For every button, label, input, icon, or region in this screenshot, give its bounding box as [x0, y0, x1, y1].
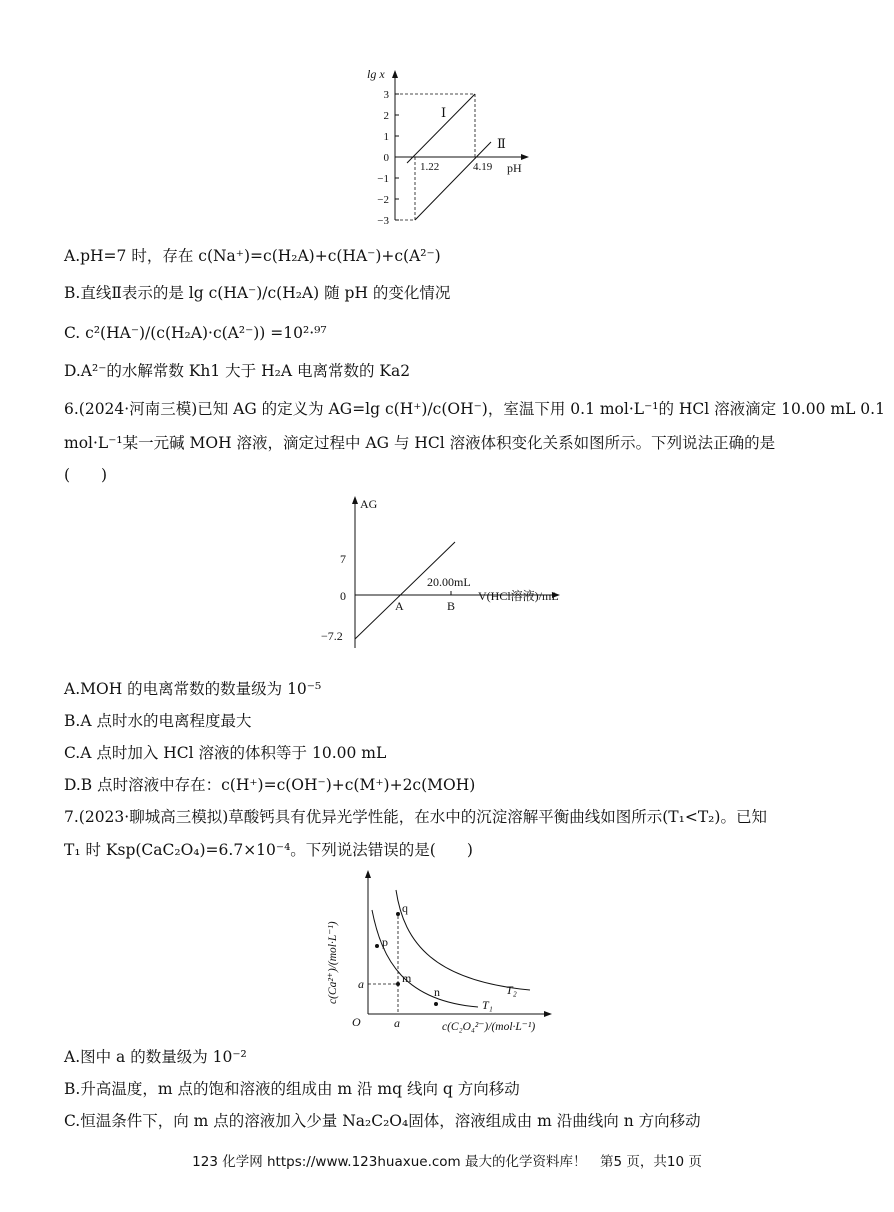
fig1-xlabel: pH [507, 161, 522, 175]
q6-stem-3: ( ) [64, 466, 108, 484]
fig3-point-n [434, 1002, 438, 1006]
q6-option-d: D.B 点时溶液中存在：c(H⁺)=c(OH⁻)+c(M⁺)+2c(MOH) [64, 776, 476, 794]
fig1-x-1: 1.22 [420, 161, 440, 173]
fig2-point-b: B [447, 599, 456, 613]
figure-solubility-curves [320, 866, 560, 1038]
fig1-ytick: −2 [377, 194, 389, 206]
q5-option-d: D.A²⁻的水解常数 Kh1 大于 H₂A 电离常数的 Ka2 [64, 362, 411, 380]
q7-stem-2: T₁ 时 Ksp(CaC₂O₄)=6.7×10⁻⁴。下列说法错误的是( ) [64, 841, 473, 859]
fig3-a-x: a [394, 1016, 400, 1030]
fig3-label-t2: T₂ [506, 983, 517, 997]
q5-option-a: A.pH=7 时，存在 c(Na⁺)=c(H₂A)+c(HA⁻)+c(A²⁻) [64, 247, 441, 265]
q6-option-c: C.A 点时加入 HCl 溶液的体积等于 10.00 mL [64, 744, 387, 762]
fig3-point-m [396, 982, 400, 986]
fig1-ytick: 0 [383, 152, 389, 164]
fig1-ylabel: lg x [367, 67, 385, 81]
q7-option-c: C.恒温条件下，向 m 点的溶液加入少量 Na₂C₂O₄固体，溶液组成由 m 沿曲线向 n 方向移动 [64, 1112, 701, 1130]
fig2-xlabel: V(HCl溶液)/mL [478, 589, 559, 603]
fig2-ylabel: AG [360, 497, 378, 511]
fig3-point-p [375, 944, 379, 948]
figure-ag-volume [310, 488, 590, 658]
fig1-ytick: 2 [383, 110, 389, 122]
fig3-label-t1: T₁ [482, 998, 493, 1012]
fig1-ytick: −1 [377, 173, 389, 185]
fig3-label-q: q [402, 901, 408, 915]
fig2-y0: 0 [340, 589, 346, 603]
fig3-label-m: m [402, 971, 412, 985]
fig3-curve-t1 [372, 910, 478, 1007]
q6-stem-2: mol·L⁻¹某一元碱 MOH 溶液，滴定过程中 AG 与 HCl 溶液体积变化关系如图所示。下列说法正确的是 [64, 434, 776, 452]
fig2-yneg: −7.2 [321, 629, 343, 643]
q7-option-b: B.升高温度，m 点的饱和溶液的组成由 m 沿 mq 线向 q 方向移动 [64, 1080, 520, 1098]
q5-option-b: B.直线Ⅱ表示的是 lg c(HA⁻)/c(H₂A) 随 pH 的变化情况 [64, 284, 451, 302]
fig1-ytick: 3 [383, 89, 389, 101]
fig3-ylabel: c(Ca²⁺)/(mol·L⁻¹) [327, 921, 339, 1004]
fig2-y7: 7 [340, 552, 346, 566]
page-footer: 123 化学网 https://www.123huaxue.com 最大的化学资料库！ 第5 页，共10 页 [192, 1154, 702, 1170]
fig3-a-y: a [358, 977, 364, 991]
q6-option-b: B.A 点时水的电离程度最大 [64, 712, 252, 730]
q6-stem-1: 6.(2024·河南三模)已知 AG 的定义为 AG=lg c(H⁺)/c(OH⁻)，室温下用 0.1 mol·L⁻¹的 HCl 溶液滴定 10.00 mL 0.1 [64, 400, 885, 418]
fig2-volume: 20.00mL [427, 575, 471, 589]
fig2-point-a: A [395, 599, 404, 613]
q6-option-a: A.MOH 的电离常数的数量级为 10⁻⁵ [64, 680, 322, 698]
fig2-line [355, 542, 455, 639]
q7-option-a: A.图中 a 的数量级为 10⁻² [64, 1048, 247, 1066]
fig3-label-n: n [434, 985, 440, 999]
fig3-curve-t2 [396, 890, 530, 990]
fig3-label-p: p [382, 935, 388, 949]
fig3-xlabel: c(C₂O₄²⁻)/(mol·L⁻¹) [442, 1021, 536, 1033]
fig3-point-q [396, 912, 400, 916]
fig1-ytick: 1 [383, 131, 389, 143]
fig3-origin: O [352, 1015, 361, 1029]
fig1-line2-label: Ⅱ [497, 136, 506, 151]
q7-stem-1: 7.(2023·聊城高三模拟)草酸钙具有优异光学性能，在水中的沉淀溶解平衡曲线如图所示(T₁<T₂)。已知 [64, 808, 767, 826]
fig1-line-2 [415, 142, 491, 220]
figure-lgx-ph [355, 62, 535, 232]
fig1-line1-label: Ⅰ [441, 105, 447, 120]
q5-option-c: C. c²(HA⁻)/(c(H₂A)·c(A²⁻)) =10²·⁹⁷ [64, 324, 327, 342]
fig1-ytick: −3 [377, 215, 389, 227]
fig1-x-2: 4.19 [473, 161, 493, 173]
